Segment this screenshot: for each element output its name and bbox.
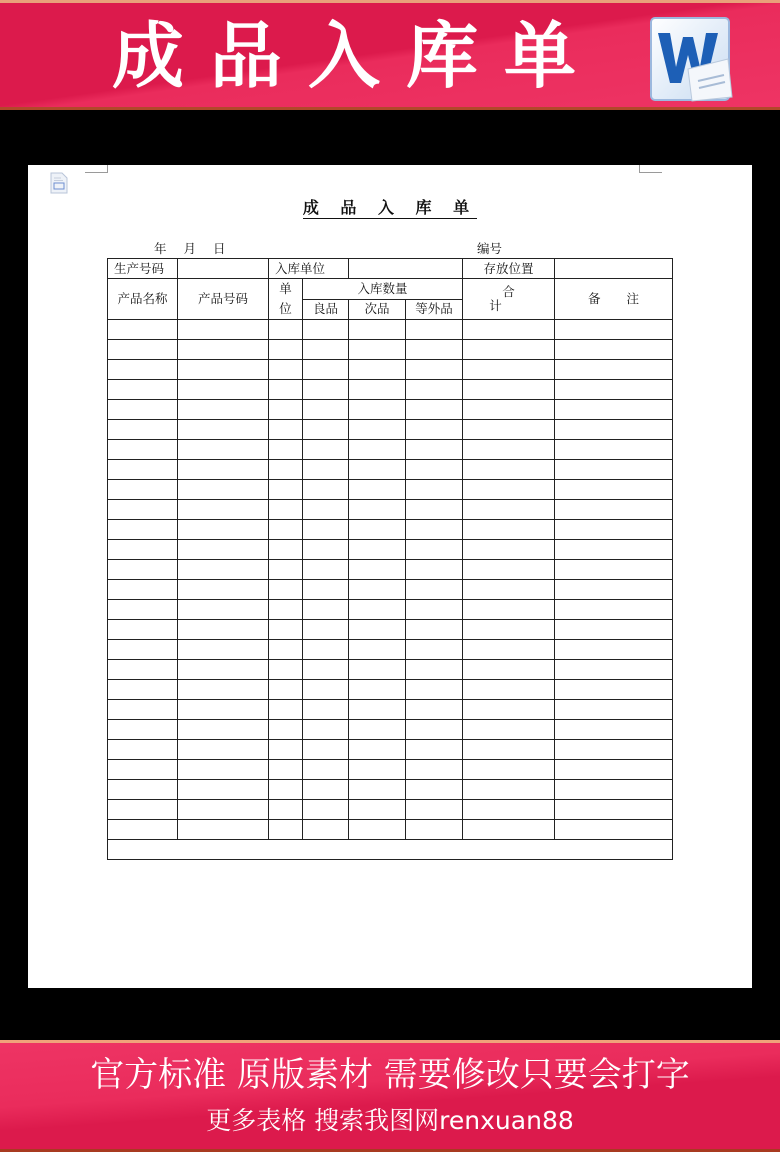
cell-product-name[interactable] <box>108 740 178 760</box>
cell-substandard[interactable] <box>406 580 463 600</box>
cell-total[interactable] <box>463 400 555 420</box>
cell-good[interactable] <box>303 360 349 380</box>
table-row <box>108 660 673 680</box>
cell-remarks[interactable] <box>555 360 673 380</box>
cell-substandard[interactable] <box>406 440 463 460</box>
cell-product-code[interactable] <box>178 540 269 560</box>
table-row <box>108 680 673 700</box>
cell-substandard[interactable] <box>406 620 463 640</box>
cell-substandard[interactable] <box>406 640 463 660</box>
cell-remarks[interactable] <box>555 660 673 680</box>
year-label: 年 <box>154 241 167 256</box>
cell-total[interactable] <box>463 520 555 540</box>
month-label: 月 <box>183 241 197 256</box>
cell-defective[interactable] <box>349 540 406 560</box>
cell-unit[interactable] <box>269 460 303 480</box>
header-defective: 次品 <box>349 299 406 320</box>
cell-good[interactable] <box>303 680 349 700</box>
cell-defective[interactable] <box>349 560 406 580</box>
cell-product-name[interactable] <box>108 640 178 660</box>
cell-remarks[interactable] <box>555 640 673 660</box>
notes-field[interactable] <box>108 840 673 860</box>
cell-unit[interactable] <box>269 540 303 560</box>
header-good: 良品 <box>303 299 349 320</box>
header-row-1 <box>108 279 673 300</box>
cell-defective[interactable] <box>349 700 406 720</box>
cell-substandard[interactable] <box>406 660 463 680</box>
cell-defective[interactable] <box>349 460 406 480</box>
cell-substandard[interactable] <box>406 780 463 800</box>
date-line <box>154 239 239 257</box>
cell-good[interactable] <box>303 480 349 500</box>
cell-substandard[interactable] <box>406 480 463 500</box>
cell-unit[interactable] <box>269 780 303 800</box>
cell-remarks[interactable] <box>555 680 673 700</box>
cell-total[interactable] <box>463 640 555 660</box>
cell-total[interactable] <box>463 700 555 720</box>
cell-product-name[interactable] <box>108 480 178 500</box>
cell-substandard[interactable] <box>406 400 463 420</box>
cell-defective[interactable] <box>349 340 406 360</box>
table-row <box>108 780 673 800</box>
cell-good[interactable] <box>303 760 349 780</box>
table-row <box>108 740 673 760</box>
cell-unit[interactable] <box>269 680 303 700</box>
cell-good[interactable] <box>303 460 349 480</box>
day-label: 日 <box>213 241 226 256</box>
cell-total[interactable] <box>463 340 555 360</box>
cell-defective[interactable] <box>349 660 406 680</box>
cell-product-name[interactable] <box>108 700 178 720</box>
cell-good[interactable] <box>303 820 349 840</box>
cell-unit[interactable] <box>269 720 303 740</box>
cell-product-code[interactable] <box>178 680 269 700</box>
cell-product-name[interactable] <box>108 660 178 680</box>
cell-unit[interactable] <box>269 620 303 640</box>
bottom-banner <box>0 1040 780 1152</box>
cell-product-code[interactable] <box>178 600 269 620</box>
table-row <box>108 580 673 600</box>
cell-defective[interactable] <box>349 720 406 740</box>
cell-substandard[interactable] <box>406 320 463 340</box>
cell-product-code[interactable] <box>178 440 269 460</box>
cell-defective[interactable] <box>349 360 406 380</box>
cell-unit[interactable] <box>269 600 303 620</box>
table-row <box>108 420 673 440</box>
cell-defective[interactable] <box>349 620 406 640</box>
cell-unit[interactable] <box>269 340 303 360</box>
cell-unit[interactable] <box>269 420 303 440</box>
cell-product-name[interactable] <box>108 520 178 540</box>
cell-remarks[interactable] <box>555 420 673 440</box>
cell-product-name[interactable] <box>108 600 178 620</box>
cell-substandard[interactable] <box>406 740 463 760</box>
cell-product-name[interactable] <box>108 360 178 380</box>
cell-good[interactable] <box>303 560 349 580</box>
cell-good[interactable] <box>303 420 349 440</box>
cell-remarks[interactable] <box>555 600 673 620</box>
cell-total[interactable] <box>463 780 555 800</box>
document-file-icon <box>50 172 68 194</box>
cell-defective[interactable] <box>349 780 406 800</box>
cell-total[interactable] <box>463 800 555 820</box>
cell-product-code[interactable] <box>178 560 269 580</box>
storage-unit-field[interactable] <box>349 259 463 279</box>
cell-unit[interactable] <box>269 480 303 500</box>
cell-defective[interactable] <box>349 760 406 780</box>
table-row <box>108 700 673 720</box>
banner-title: 成品入库单 <box>112 14 603 98</box>
info-row <box>108 259 673 279</box>
cell-good[interactable] <box>303 780 349 800</box>
cell-unit[interactable] <box>269 440 303 460</box>
table-row <box>108 560 673 580</box>
word-document-icon <box>648 15 734 103</box>
cell-defective[interactable] <box>349 380 406 400</box>
cell-product-name[interactable] <box>108 720 178 740</box>
cell-substandard[interactable] <box>406 700 463 720</box>
cell-substandard[interactable] <box>406 460 463 480</box>
cell-good[interactable] <box>303 380 349 400</box>
cell-defective[interactable] <box>349 800 406 820</box>
cell-product-name[interactable] <box>108 460 178 480</box>
cell-defective[interactable] <box>349 740 406 760</box>
header-unit-line1: 单 <box>279 281 292 296</box>
cell-total[interactable] <box>463 760 555 780</box>
cell-total[interactable] <box>463 680 555 700</box>
cell-good[interactable] <box>303 800 349 820</box>
cell-product-code[interactable] <box>178 740 269 760</box>
cell-remarks[interactable] <box>555 700 673 720</box>
footer-slogan: 官方标准 原版素材 需要修改只要会打字 <box>90 1055 690 1095</box>
cell-substandard[interactable] <box>406 360 463 380</box>
cell-product-name[interactable] <box>108 500 178 520</box>
table-row <box>108 320 673 340</box>
cell-total[interactable] <box>463 320 555 340</box>
cell-unit[interactable] <box>269 400 303 420</box>
cell-total[interactable] <box>463 360 555 380</box>
cell-substandard[interactable] <box>406 600 463 620</box>
cell-substandard[interactable] <box>406 380 463 400</box>
cell-substandard[interactable] <box>406 820 463 840</box>
cell-product-name[interactable] <box>108 380 178 400</box>
cell-product-name[interactable] <box>108 800 178 820</box>
cell-total[interactable] <box>463 440 555 460</box>
cell-remarks[interactable] <box>555 820 673 840</box>
cell-defective[interactable] <box>349 820 406 840</box>
table-row <box>108 480 673 500</box>
cell-unit[interactable] <box>269 520 303 540</box>
cell-remarks[interactable] <box>555 380 673 400</box>
cell-total[interactable] <box>463 580 555 600</box>
cell-product-code[interactable] <box>178 580 269 600</box>
table-row <box>108 340 673 360</box>
cell-product-code[interactable] <box>178 520 269 540</box>
storage-unit-label: 入库单位 <box>269 259 349 279</box>
cell-good[interactable] <box>303 720 349 740</box>
cell-unit[interactable] <box>269 820 303 840</box>
header-product-code: 产品号码 <box>178 279 269 320</box>
cell-product-name[interactable] <box>108 680 178 700</box>
cell-substandard[interactable] <box>406 520 463 540</box>
cell-product-name[interactable] <box>108 620 178 640</box>
cell-defective[interactable] <box>349 680 406 700</box>
table-row <box>108 540 673 560</box>
cell-good[interactable] <box>303 640 349 660</box>
cell-substandard[interactable] <box>406 420 463 440</box>
cell-unit[interactable] <box>269 640 303 660</box>
cell-good[interactable] <box>303 440 349 460</box>
table-row <box>108 460 673 480</box>
cell-defective[interactable] <box>349 580 406 600</box>
cell-total[interactable] <box>463 540 555 560</box>
cell-product-code[interactable] <box>178 720 269 740</box>
cell-remarks[interactable] <box>555 780 673 800</box>
table-row <box>108 820 673 840</box>
header-remarks <box>555 279 673 320</box>
table-row <box>108 600 673 620</box>
cell-substandard[interactable] <box>406 500 463 520</box>
footer-subline: 更多表格 搜索我图网renxuan88 <box>206 1106 574 1135</box>
cell-product-code[interactable] <box>178 500 269 520</box>
cell-substandard[interactable] <box>406 680 463 700</box>
cell-total[interactable] <box>463 660 555 680</box>
cell-product-name[interactable] <box>108 760 178 780</box>
cell-defective[interactable] <box>349 400 406 420</box>
cell-product-name[interactable] <box>108 560 178 580</box>
table-row <box>108 500 673 520</box>
cell-remarks[interactable] <box>555 620 673 640</box>
cell-good[interactable] <box>303 620 349 640</box>
header-unit <box>269 279 303 320</box>
header-total-text: 合计 <box>489 284 541 313</box>
cell-product-code[interactable] <box>178 460 269 480</box>
cell-unit[interactable] <box>269 500 303 520</box>
crop-mark-top-left <box>85 165 108 173</box>
cell-substandard[interactable] <box>406 760 463 780</box>
header-product-name: 产品名称 <box>108 279 178 320</box>
cell-defective[interactable] <box>349 520 406 540</box>
cell-unit[interactable] <box>269 320 303 340</box>
cell-product-name[interactable] <box>108 440 178 460</box>
cell-remarks[interactable] <box>555 580 673 600</box>
header-remarks-text: 备注 <box>587 291 665 306</box>
crop-mark-top-right <box>639 165 662 173</box>
table-row <box>108 760 673 780</box>
cell-remarks[interactable] <box>555 760 673 780</box>
cell-product-name[interactable] <box>108 320 178 340</box>
cell-product-name[interactable] <box>108 580 178 600</box>
cell-defective[interactable] <box>349 500 406 520</box>
document-page <box>28 165 752 988</box>
cell-unit[interactable] <box>269 380 303 400</box>
cell-good[interactable] <box>303 540 349 560</box>
production-no-field[interactable] <box>178 259 269 279</box>
inventory-form-table <box>107 258 673 860</box>
cell-substandard[interactable] <box>406 340 463 360</box>
cell-product-code[interactable] <box>178 400 269 420</box>
cell-total[interactable] <box>463 480 555 500</box>
cell-product-code[interactable] <box>178 760 269 780</box>
cell-total[interactable] <box>463 600 555 620</box>
cell-defective[interactable] <box>349 640 406 660</box>
cell-substandard[interactable] <box>406 560 463 580</box>
cell-remarks[interactable] <box>555 460 673 480</box>
cell-total[interactable] <box>463 820 555 840</box>
cell-product-code[interactable] <box>178 320 269 340</box>
cell-remarks[interactable] <box>555 720 673 740</box>
cell-defective[interactable] <box>349 480 406 500</box>
cell-total[interactable] <box>463 620 555 640</box>
cell-good[interactable] <box>303 500 349 520</box>
cell-product-code[interactable] <box>178 620 269 640</box>
cell-product-code[interactable] <box>178 340 269 360</box>
cell-good[interactable] <box>303 700 349 720</box>
cell-unit[interactable] <box>269 800 303 820</box>
cell-good[interactable] <box>303 740 349 760</box>
cell-product-code[interactable] <box>178 360 269 380</box>
top-banner <box>0 0 780 110</box>
header-substandard: 等外品 <box>406 299 463 320</box>
cell-good[interactable] <box>303 660 349 680</box>
cell-remarks[interactable] <box>555 340 673 360</box>
header-quantity-group: 入库数量 <box>303 279 463 300</box>
cell-total[interactable] <box>463 380 555 400</box>
cell-total[interactable] <box>463 560 555 580</box>
cell-product-code[interactable] <box>178 820 269 840</box>
table-row <box>108 620 673 640</box>
cell-defective[interactable] <box>349 420 406 440</box>
cell-defective[interactable] <box>349 440 406 460</box>
cell-good[interactable] <box>303 400 349 420</box>
cell-product-name[interactable] <box>108 340 178 360</box>
document-title-text: 成 品 入 库 单 <box>302 198 478 217</box>
cell-total[interactable] <box>463 720 555 740</box>
cell-good[interactable] <box>303 580 349 600</box>
cell-substandard[interactable] <box>406 540 463 560</box>
cell-product-code[interactable] <box>178 640 269 660</box>
cell-unit[interactable] <box>269 740 303 760</box>
cell-total[interactable] <box>463 500 555 520</box>
storage-location-label: 存放位置 <box>463 259 555 279</box>
cell-remarks[interactable] <box>555 400 673 420</box>
cell-product-code[interactable] <box>178 660 269 680</box>
cell-unit[interactable] <box>269 760 303 780</box>
cell-unit[interactable] <box>269 560 303 580</box>
cell-unit[interactable] <box>269 660 303 680</box>
number-label: 编号 <box>477 241 503 256</box>
cell-unit[interactable] <box>269 360 303 380</box>
cell-defective[interactable] <box>349 600 406 620</box>
cell-product-code[interactable] <box>178 780 269 800</box>
cell-substandard[interactable] <box>406 800 463 820</box>
cell-product-code[interactable] <box>178 480 269 500</box>
table-row <box>108 720 673 740</box>
notes-row <box>108 840 673 860</box>
cell-unit[interactable] <box>269 700 303 720</box>
table-row <box>108 400 673 420</box>
cell-product-code[interactable] <box>178 800 269 820</box>
cell-total[interactable] <box>463 740 555 760</box>
production-no-label: 生产号码 <box>108 259 178 279</box>
storage-location-field[interactable] <box>555 259 673 279</box>
cell-product-name[interactable] <box>108 400 178 420</box>
cell-defective[interactable] <box>349 320 406 340</box>
cell-product-name[interactable] <box>108 540 178 560</box>
cell-good[interactable] <box>303 340 349 360</box>
header-total <box>463 279 555 320</box>
document-title <box>28 195 752 218</box>
cell-remarks[interactable] <box>555 540 673 560</box>
cell-remarks[interactable] <box>555 740 673 760</box>
cell-good[interactable] <box>303 520 349 540</box>
cell-remarks[interactable] <box>555 320 673 340</box>
cell-total[interactable] <box>463 460 555 480</box>
cell-product-name[interactable] <box>108 820 178 840</box>
cell-product-name[interactable] <box>108 420 178 440</box>
cell-remarks[interactable] <box>555 480 673 500</box>
table-row <box>108 360 673 380</box>
cell-unit[interactable] <box>269 580 303 600</box>
cell-product-code[interactable] <box>178 380 269 400</box>
cell-remarks[interactable] <box>555 500 673 520</box>
cell-remarks[interactable] <box>555 440 673 460</box>
cell-remarks[interactable] <box>555 560 673 580</box>
table-row <box>108 800 673 820</box>
table-row <box>108 380 673 400</box>
table-row <box>108 640 673 660</box>
cell-substandard[interactable] <box>406 720 463 740</box>
cell-product-code[interactable] <box>178 700 269 720</box>
cell-remarks[interactable] <box>555 800 673 820</box>
header-unit-line2: 位 <box>279 301 292 316</box>
cell-product-code[interactable] <box>178 420 269 440</box>
table-row <box>108 440 673 460</box>
table-row <box>108 520 673 540</box>
cell-product-name[interactable] <box>108 780 178 800</box>
cell-good[interactable] <box>303 600 349 620</box>
cell-good[interactable] <box>303 320 349 340</box>
cell-remarks[interactable] <box>555 520 673 540</box>
cell-total[interactable] <box>463 420 555 440</box>
